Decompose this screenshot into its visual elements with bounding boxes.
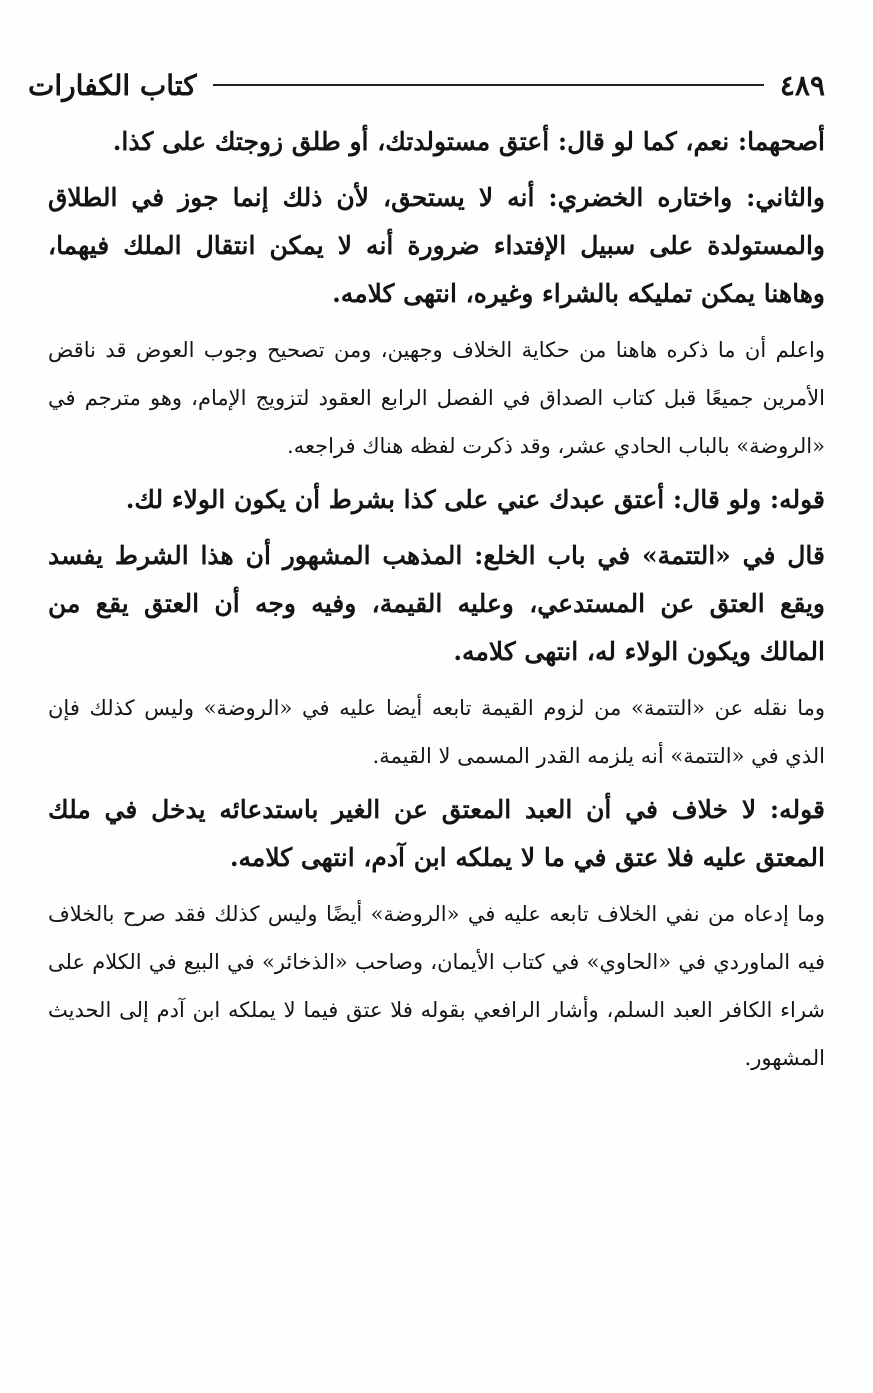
paragraph-3: واعلم أن ما ذكره هاهنا من حكاية الخلاف وجهين، ومن تصحيح وجوب العوض قد ناقض الأمرين جميعًا قبل كتاب الصداق في الفصل الرابع العقود لتزويج الإمام، وهو مترجم في «الروضة» بالباب الحادي عشر، وقد ذكرت لفظه هناك فراجعه.: [48, 338, 825, 458]
paragraph-7: قوله: لا خلاف في أن العبد المعتق عن الغير باستدعائه يدخل في ملك المعتق عليه فلا عتق في ما لا يملكه ابن آدم، انتهى كلامه.: [48, 795, 825, 872]
paragraph-4: قوله: ولو قال: أعتق عبدك عني على كذا بشرط أن يكون الولاء لك.: [125, 485, 825, 514]
paragraph-8: وما إدعاه من نفي الخلاف تابعه عليه في «الروضة» أيضًا وليس كذلك فقد صرح بالخلاف فيه الماوردي في «الحاوي» في كتاب الأيمان، وصاحب «الذخائر» في البيع في الكلام على شراء الكافر العبد السلم، وأشار الرافعي بقوله فلا عتق فيما لا يملكه ابن آدم إلى الحديث المشهور.: [48, 902, 825, 1070]
paragraph-5: قال في «التتمة» في باب الخلع: المذهب المشهور أن هذا الشرط يفسد ويقع العتق عن المستدعي، وعليه القيمة، وفيه وجه أن العتق يقع من المالك ويكون الولاء له، انتهى كلامه.: [48, 541, 825, 666]
paragraph-2: والثاني: واختاره الخضري: أنه لا يستحق، لأن ذلك إنما جوز في الطلاق والمستولدة على سبيل الإفتداء ضرورة أنه لا يمكن انتقال الملك فيهما، وهاهنا يمكن تمليكه بالشراء وغيره، انتهى كلامه.: [48, 183, 825, 308]
page-body: [48, 118, 825, 1082]
page-number: ٤٨٩: [779, 68, 825, 102]
paragraph-6: وما نقله عن «التتمة» من لزوم القيمة تابعه أيضا عليه في «الروضة» وليس كذلك فإن الذي في «التتمة» أنه يلزمه القدر المسمى لا القيمة.: [48, 696, 825, 768]
header-rule: [213, 84, 764, 86]
running-header: [28, 60, 825, 110]
paragraph-1: أصحهما: نعم، كما لو قال: أعتق مستولدتك، أو طلق زوجتك على كذا.: [112, 127, 825, 156]
chapter-title: كتاب الكفارات: [28, 68, 197, 102]
